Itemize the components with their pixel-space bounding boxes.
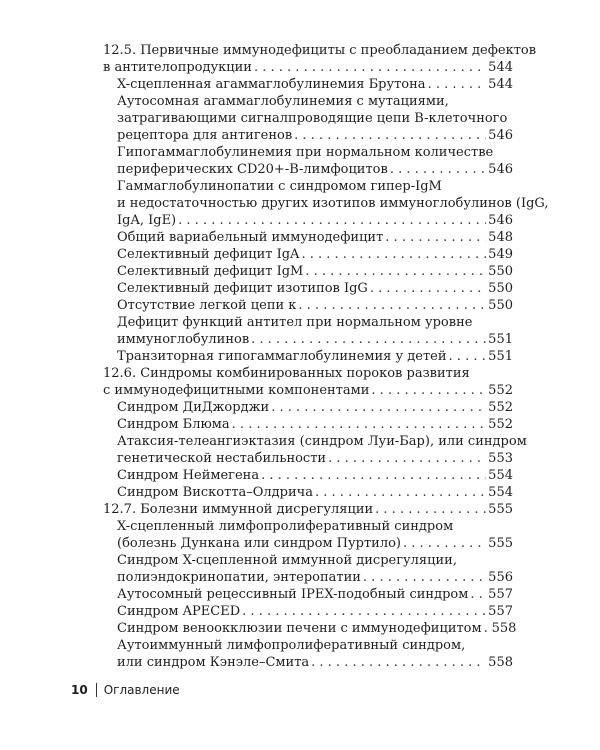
toc-subentry[interactable] bbox=[103, 518, 513, 552]
toc-subentry[interactable] bbox=[103, 246, 513, 263]
dot-leader bbox=[311, 654, 486, 671]
toc-entry-text: Дефицит функций антител при нормальном уровне bbox=[117, 315, 473, 330]
toc-entry-text: в антителопродукции bbox=[103, 60, 252, 75]
dot-leader bbox=[232, 416, 487, 433]
toc-entry-text: генетической нестабильности bbox=[117, 451, 327, 466]
toc-entry-text: Аутосомная агаммаглобулинемия с мутациями, bbox=[117, 94, 449, 109]
toc-page-number: 556 bbox=[488, 570, 513, 585]
toc-entry-text: Отсутствие легкой цепи κ bbox=[117, 298, 297, 313]
toc-entry-text: Аутосомный рецессивный IPEX-подобный синдром bbox=[117, 587, 469, 602]
dot-leader bbox=[251, 331, 486, 348]
toc-entry-text: Атаксия-телеангиэктазия (синдром Луи-Бар), или синдром bbox=[117, 434, 527, 449]
toc-entry-text: Селективный дефицит IgA bbox=[117, 247, 300, 262]
toc-entry-text: Аутоиммунный лимфопролиферативный синдром, bbox=[117, 638, 466, 653]
toc-entry-text: Гипогаммаглобулинемия при нормальном количестве bbox=[117, 145, 494, 160]
toc-entry-text: Селективный дефицит IgM bbox=[117, 264, 304, 279]
toc-page-number: 558 bbox=[491, 621, 517, 636]
toc-page-number: 550 bbox=[488, 264, 513, 279]
dot-leader bbox=[271, 399, 486, 416]
toc-entry-text: полиэндокринопатии, энтеропатии bbox=[117, 570, 361, 585]
dot-leader bbox=[298, 297, 486, 314]
toc-subentry[interactable] bbox=[103, 603, 513, 620]
dot-leader bbox=[328, 450, 486, 467]
toc-page-number: 546 bbox=[488, 128, 513, 143]
dot-leader bbox=[403, 535, 486, 552]
toc-entry-text: Транзиторная гипогаммаглобулинемия у детей bbox=[117, 349, 447, 364]
toc-page-number: 552 bbox=[488, 383, 513, 398]
dot-leader bbox=[178, 212, 486, 229]
toc-page-number: 553 bbox=[488, 451, 513, 466]
toc-entry-text: Синдром ДиДжорджи bbox=[117, 400, 270, 415]
dot-leader bbox=[301, 246, 486, 263]
toc-entry-text: Гаммаглобулинопатии с синдромом гипер-IgM bbox=[117, 179, 442, 194]
toc-page-number: 549 bbox=[488, 247, 513, 262]
dot-leader bbox=[370, 280, 486, 297]
toc-entry-text: иммуноглобулинов bbox=[117, 332, 250, 347]
toc-section-entry[interactable] bbox=[103, 501, 513, 518]
toc-page-number: 546 bbox=[488, 162, 513, 177]
page-footer bbox=[71, 681, 180, 699]
toc-page-number: 548 bbox=[488, 230, 513, 245]
page-number: 10 bbox=[71, 683, 88, 697]
toc-entry-text: и недостаточностью других изотипов иммуноглобулинов (IgG, bbox=[117, 196, 549, 211]
toc-entry-text: (болезнь Дункана или синдром Пуртило) bbox=[117, 536, 401, 551]
toc-page-number: 550 bbox=[488, 281, 513, 296]
toc-entry-text: IgA, IgE) bbox=[117, 213, 177, 228]
toc-entry-text: периферических CD20+-B-лимфоцитов bbox=[117, 162, 388, 177]
toc-subentry[interactable] bbox=[103, 93, 513, 144]
toc-entry-text: Общий вариабельный иммунодефицит bbox=[117, 230, 384, 245]
toc-subentry[interactable] bbox=[103, 178, 549, 229]
dot-leader bbox=[371, 382, 486, 399]
toc-subentry[interactable] bbox=[103, 263, 513, 280]
toc-entry-text: или синдром Кэнэле–Смита bbox=[117, 655, 310, 670]
toc-entry-text: Синдром APECED bbox=[117, 604, 241, 619]
toc-entry-text: рецептора для антигенов bbox=[117, 128, 293, 143]
dot-leader bbox=[294, 127, 486, 144]
toc-entry-text: с иммунодефицитными компонентами bbox=[103, 383, 370, 398]
toc-entry-text: 12.7. Болезни иммунной дисрегуляции bbox=[103, 502, 374, 517]
toc-page-number: 551 bbox=[488, 349, 513, 364]
toc-entry-text: X-сцепленная агаммаглобулинемия Брутона bbox=[117, 77, 426, 92]
table-of-contents bbox=[103, 42, 549, 671]
toc-page-number: 551 bbox=[488, 332, 513, 347]
toc-subentry[interactable] bbox=[103, 552, 513, 586]
toc-entry-text: Синдром Неймегена bbox=[117, 468, 260, 483]
dot-leader bbox=[375, 501, 486, 518]
toc-entry-text: затрагивающими сигналпроводящие цепи B-клеточного bbox=[117, 111, 508, 126]
toc-page-number: 546 bbox=[488, 213, 513, 228]
dot-leader bbox=[363, 569, 486, 586]
toc-page-number: 544 bbox=[488, 60, 513, 75]
toc-subentry[interactable] bbox=[103, 586, 513, 603]
toc-entry-text: Синдром веноокклюзии печени с иммунодефицитом bbox=[117, 621, 482, 636]
toc-subentry[interactable] bbox=[103, 467, 513, 484]
toc-page-number: 555 bbox=[488, 536, 513, 551]
dot-leader bbox=[305, 263, 486, 280]
dot-leader bbox=[449, 348, 487, 365]
toc-subentry[interactable] bbox=[103, 620, 517, 637]
toc-subentry[interactable] bbox=[103, 314, 513, 348]
toc-subentry[interactable] bbox=[103, 280, 513, 297]
toc-subentry[interactable] bbox=[103, 229, 513, 246]
toc-subentry[interactable] bbox=[103, 433, 527, 467]
dot-leader bbox=[390, 161, 486, 178]
toc-entry-text: Селективный дефицит изотипов IgG bbox=[117, 281, 368, 296]
dot-leader bbox=[254, 59, 486, 76]
toc-subentry[interactable] bbox=[103, 76, 513, 93]
toc-page-number: 555 bbox=[488, 502, 513, 517]
dot-leader bbox=[315, 484, 486, 501]
toc-entry-text: Синдром Вискотта–Олдрича bbox=[117, 485, 314, 500]
toc-section-entry[interactable] bbox=[103, 365, 513, 399]
running-title: Оглавление bbox=[103, 683, 180, 697]
toc-page-number: 554 bbox=[488, 485, 513, 500]
toc-page-number: 554 bbox=[488, 468, 513, 483]
dot-leader bbox=[470, 586, 486, 603]
toc-subentry[interactable] bbox=[103, 416, 513, 433]
dot-leader bbox=[428, 76, 487, 93]
footer-divider bbox=[96, 683, 97, 697]
dot-leader bbox=[261, 467, 486, 484]
toc-subentry[interactable] bbox=[103, 484, 513, 501]
toc-page-number: 552 bbox=[488, 417, 513, 432]
toc-entry-text: Синдром Блюма bbox=[117, 417, 230, 432]
toc-page-number: 544 bbox=[488, 77, 513, 92]
toc-subentry[interactable] bbox=[103, 399, 513, 416]
toc-page-number: 552 bbox=[488, 400, 513, 415]
toc-page-number: 550 bbox=[488, 298, 513, 313]
toc-subentry[interactable] bbox=[103, 637, 513, 671]
toc-subentry[interactable] bbox=[103, 348, 513, 365]
toc-subentry[interactable] bbox=[103, 144, 513, 178]
dot-leader bbox=[484, 620, 490, 637]
toc-entry-text: X-сцепленный лимфопролиферативный синдром bbox=[117, 519, 454, 534]
dot-leader bbox=[242, 603, 486, 620]
dot-leader bbox=[385, 229, 486, 246]
toc-page-number: 557 bbox=[488, 604, 513, 619]
toc-subentry[interactable] bbox=[103, 297, 513, 314]
toc-page-number: 558 bbox=[488, 655, 513, 670]
toc-section-entry[interactable] bbox=[103, 42, 537, 76]
toc-entry-text: 12.6. Синдромы комбинированных пороков развития bbox=[103, 366, 470, 381]
toc-page-number: 557 bbox=[488, 587, 513, 602]
toc-entry-text: Синдром X-сцепленной иммунной дисрегуляции, bbox=[117, 553, 457, 568]
toc-entry-text: 12.5. Первичные иммунодефициты с преобладанием дефектов bbox=[103, 43, 537, 58]
